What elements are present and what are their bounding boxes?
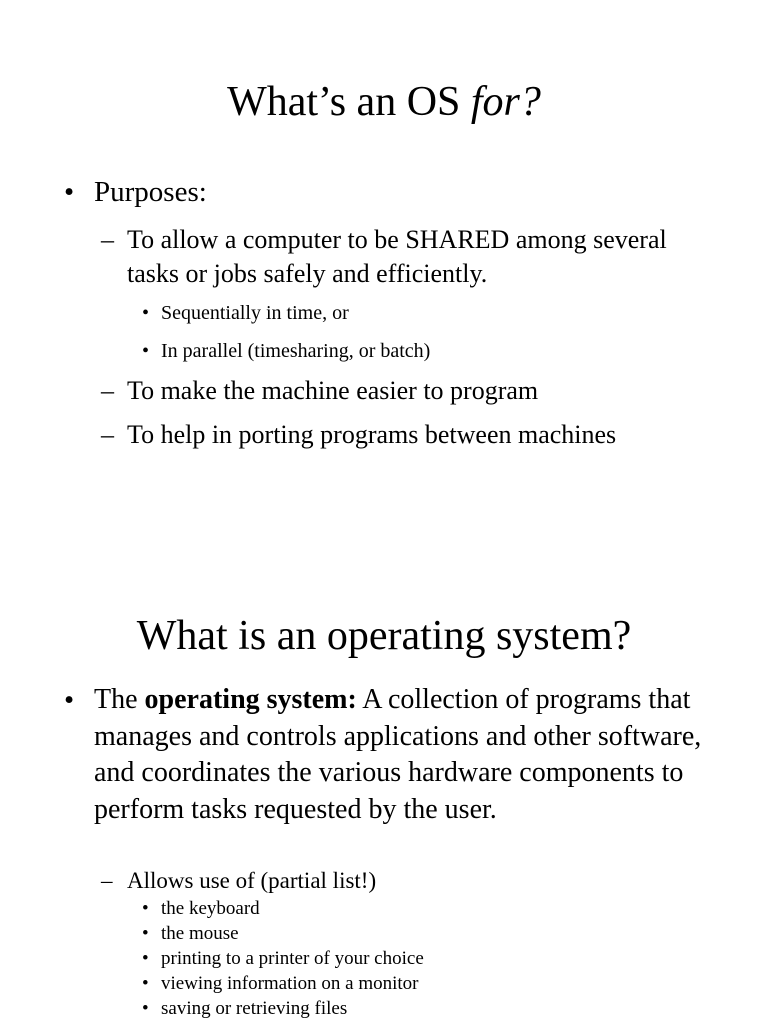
sub-sequential bbox=[142, 300, 721, 326]
bullet-marker: • bbox=[64, 176, 75, 208]
bullet-marker: • bbox=[142, 923, 149, 944]
item-allows-text: Allows use of (partial list!) bbox=[127, 868, 377, 893]
use-item-text: saving or retrieving files bbox=[161, 998, 348, 1019]
sub-sequential-text: Sequentially in time, or bbox=[161, 302, 349, 324]
bullet-marker: • bbox=[142, 948, 149, 969]
slide2-title: What is an operating system? bbox=[136, 613, 632, 659]
item-easier-text: To make the machine easier to program bbox=[127, 376, 539, 405]
dash-marker: – bbox=[101, 420, 114, 449]
item-porting bbox=[101, 418, 727, 452]
use-item-text: viewing information on a monitor bbox=[161, 973, 419, 994]
bullet-purposes bbox=[64, 174, 714, 211]
use-item bbox=[142, 996, 721, 1021]
dash-marker: – bbox=[101, 376, 114, 405]
use-item bbox=[142, 971, 721, 996]
use-item bbox=[142, 896, 721, 921]
sub-parallel bbox=[142, 338, 721, 364]
item-easier bbox=[101, 374, 727, 408]
definition-start: The bbox=[94, 684, 145, 715]
slide1-title bbox=[0, 78, 768, 126]
bullet-marker: • bbox=[142, 302, 150, 324]
item-allows bbox=[101, 866, 727, 896]
bullet-marker: • bbox=[142, 973, 149, 994]
use-item-text: printing to a printer of your choice bbox=[161, 948, 424, 969]
bullet-definition bbox=[64, 682, 714, 828]
use-item-text: the mouse bbox=[161, 923, 239, 944]
bullet-marker: • bbox=[142, 898, 149, 919]
slide1-title-main: What’s an OS bbox=[227, 79, 471, 125]
item-shared-text: To allow a computer to be SHARED among several tasks or jobs safely and efficiently. bbox=[127, 225, 667, 288]
use-item-text: the keyboard bbox=[161, 898, 260, 919]
slide-what-is-an-os bbox=[0, 512, 768, 1024]
item-porting-text: To help in porting programs between machines bbox=[127, 420, 617, 449]
slide1-title-italic: for? bbox=[470, 79, 541, 125]
item-shared bbox=[101, 223, 687, 291]
use-item bbox=[142, 921, 721, 946]
use-item bbox=[142, 946, 721, 971]
dash-marker: – bbox=[101, 225, 114, 254]
definition-term: operating system: bbox=[144, 684, 357, 715]
bullet-marker: • bbox=[142, 998, 149, 1019]
sub-parallel-text: In parallel (timesharing, or batch) bbox=[161, 340, 431, 362]
bullet-marker: • bbox=[64, 684, 75, 716]
bullet-marker: • bbox=[142, 340, 150, 362]
definition-rest: A collection of programs that manages and controls applications and other software, and coordinates the various hardware components to perform tasks requested by the user. bbox=[94, 684, 702, 825]
bullet-purposes-text: Purposes: bbox=[94, 176, 207, 208]
dash-marker: – bbox=[101, 868, 113, 893]
